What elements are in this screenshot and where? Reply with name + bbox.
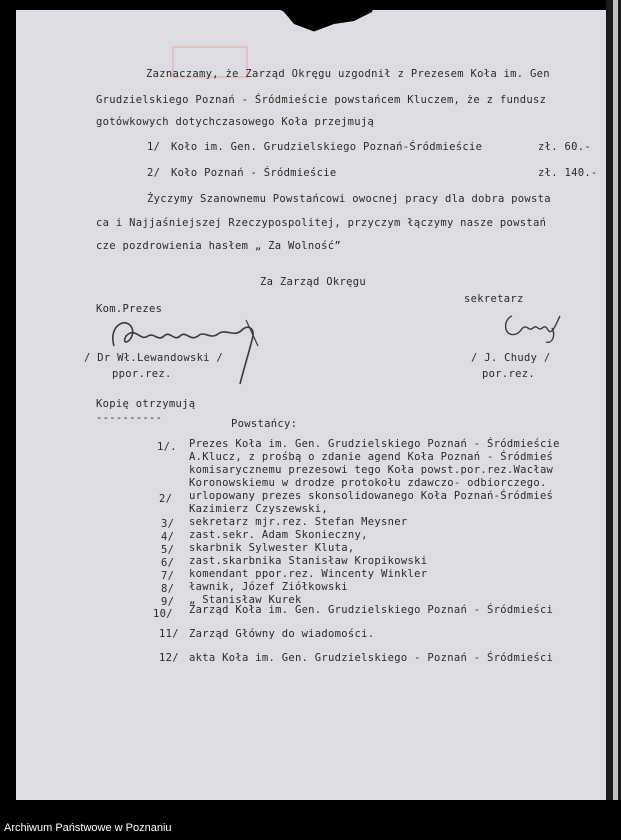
item-amount: zł. 140.-: [538, 167, 598, 179]
recipient-line: Zarząd Główny do wiadomości.: [189, 628, 375, 640]
recipient-line: skarbnik Sylwester Kluta,: [189, 542, 355, 554]
left-signatory-name: / Dr Wł.Lewandowski /: [84, 352, 224, 364]
recipients-heading: Powstańcy:: [231, 418, 298, 430]
recipient-number: 11/: [159, 628, 179, 640]
torn-edge: [274, 10, 374, 36]
intro-line: Zaznaczamy, że Zarząd Okręgu uzgodnił z Prezesem Koła im. Gen: [146, 68, 550, 80]
recipient-line: Zarząd Koła im. Gen. Grudzielskiego Poznań - Śródmieści: [189, 604, 554, 616]
recipient-line: komendant ppor.rez. Wincenty Winkler: [189, 568, 428, 580]
recipient-line: urlopowany prezes skonsolidowanego Koła Poznań-Śródmieś: [189, 490, 554, 502]
recipient-line: A.Klucz, z prośbą o zdanie agend Koła Poznań - Śródmieś: [189, 451, 554, 463]
left-signatory-rank: ppor.rez.: [112, 368, 172, 380]
page-edge-inner: [613, 0, 618, 800]
document-page: [16, 10, 606, 800]
recipient-number: 8/: [161, 583, 175, 595]
page-edge-strip: [606, 0, 621, 800]
item-text: Koło im. Gen. Grudzielskiego Poznań-Śródmieście: [171, 141, 483, 153]
right-signatory-rank: por.rez.: [482, 368, 535, 380]
intro-line: gotówkowych dotychczasowego Koła przejmują: [96, 116, 375, 128]
right-signatory-name: / J. Chudy /: [471, 352, 551, 364]
recipient-number: 10/: [153, 608, 173, 620]
recipient-number: 4/: [161, 531, 175, 543]
archive-footer: [0, 800, 621, 840]
recipient-number: 5/: [161, 544, 175, 556]
closing: Za Zarząd Okręgu: [260, 276, 366, 288]
recipient-number: 3/: [161, 518, 175, 530]
recipient-line: Koronowskiemu w drodze protokołu zdawczo- odbiorczego.: [189, 477, 547, 489]
recipient-number: 12/: [159, 652, 179, 664]
recipient-number: 1/.: [157, 441, 177, 453]
recipient-number: 9/: [161, 596, 175, 608]
recipient-line: akta Koła im. Gen. Grudzielskiego - Poznań - Śródmieści: [189, 652, 554, 664]
intro-line: Grudzielskiego Poznań - Śródmieście powstańcem Kluczem, że z fundusz: [96, 94, 547, 106]
recipient-number: 2/: [159, 493, 173, 505]
right-handwritten-signature: [500, 306, 570, 346]
item-number: 2/: [147, 167, 161, 179]
wishes-line: cze pozdrowienia hasłem „ Za Wolność”: [96, 240, 341, 252]
archive-name: Archiwum Państwowe w Poznaniu: [4, 822, 172, 834]
right-signatory-role: sekretarz: [464, 293, 524, 305]
item-text: Koło Poznań - Śródmieście: [171, 167, 337, 179]
copies-dashes: ----------: [96, 412, 163, 424]
recipient-line: zast.sekr. Adam Skonieczny,: [189, 529, 368, 541]
recipient-line: sekretarz mjr.rez. Stefan Meysner: [189, 516, 408, 528]
recipient-line: zast.skarbnika Stanisław Kropikowski: [189, 555, 428, 567]
recipient-line: ławnik, Józef Ziółkowski: [189, 581, 348, 593]
copies-heading: Kopię otrzymują: [96, 398, 196, 410]
recipient-line: Prezes Koła im. Gen. Grudzielskiego Poznań - Śródmieście: [189, 438, 560, 450]
recipient-number: 7/: [161, 570, 175, 582]
recipient-number: 6/: [161, 557, 175, 569]
wishes-line: Życzymy Szanownemu Powstańcowi owocnej pracy dla dobra powsta: [147, 193, 551, 205]
item-number: 1/: [147, 141, 161, 153]
left-signatory-role: Kom.Prezes: [96, 303, 163, 315]
recipient-line: komisarycznemu prezesowi tego Koła powst.por.rez.Wacław: [189, 464, 554, 476]
wishes-line: ca i Najjaśniejszej Rzeczypospolitej, przyczym łączymy nasze powstań: [96, 217, 547, 229]
item-amount: zł. 60.-: [538, 141, 591, 153]
recipient-line: Kazimierz Czyszewski,: [189, 503, 329, 515]
recipient-line: „ Stanisław Kurek: [189, 594, 302, 606]
